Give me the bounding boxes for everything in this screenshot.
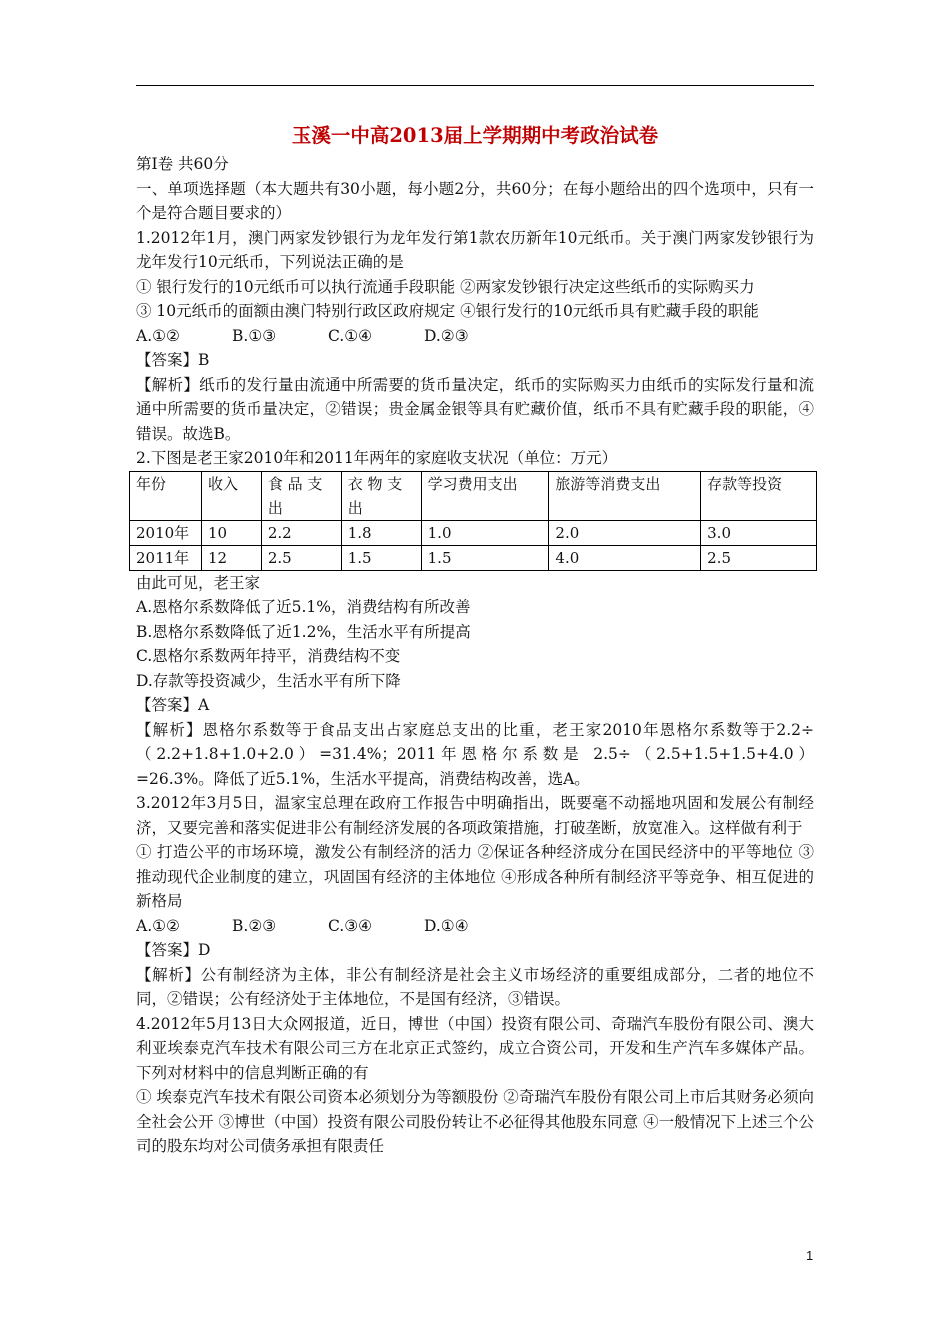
table-header-cell: 年份 (130, 471, 202, 520)
table-cell: 1.5 (421, 545, 549, 570)
q3-analysis: 【解析】公有制经济为主体，非公有制经济是社会主义市场经济的重要组成部分，二者的地位不同，②错误；公有经济处于主体地位，不是国有经济，③错误。 (136, 965, 814, 1008)
table-header-cell: 收入 (201, 471, 261, 520)
table-header-cell: 衣 物 支 出 (341, 471, 421, 520)
document-body (136, 120, 814, 1159)
q1-analysis: 【解析】纸币的发行量由流通中所需要的货币量决定，纸币的实际购买力由纸币的实际发行量和流通中所需要的货币量决定，②错误；贵金属金银等具有贮藏价值，纸币不具有贮藏手段的职能，④错误。故选B。 (136, 375, 814, 443)
table-row (130, 545, 817, 570)
q3-stem: 3.2012年3月5日，温家宝总理在政府工作报告中明确指出，既要毫不动摇地巩固和发展公有制经济，又要完善和落实促进非公有制经济发展的各项政策措施，打破垄断，放宽准入。这样做有利于 (136, 794, 814, 837)
q1-options (136, 324, 814, 349)
q2-option-c: C.恩格尔系数两年持平，消费结构不变 (136, 647, 401, 665)
q3-option-b: B.②③ (232, 916, 277, 935)
q3-statements: ① 打造公平的市场环境，激发公有制经济的活力 ②保证各种经济成分在国民经济中的平等地位 ③推动现代企业制度的建立，巩固国有经济的主体地位 ④形成各种所有制经济平等竞争、相互促进的新格局 (136, 843, 814, 910)
instructions: 一、单项选择题（本大题共有30小题，每小题2分，共60分；在每小题给出的四个选项中，只有一个是符合题目要求的） (136, 179, 814, 222)
table-cell: 1.5 (341, 545, 421, 570)
table-cell: 2.5 (261, 545, 341, 570)
q3-option-a: A.①② (136, 916, 180, 935)
section-heading: 第Ⅰ卷 共60分 (136, 155, 229, 173)
table-cell: 2.2 (261, 520, 341, 545)
q2-option-b: B.恩格尔系数降低了近1.2%，生活水平有所提高 (136, 622, 471, 641)
table-cell: 3.0 (701, 520, 817, 545)
income-table (129, 471, 817, 571)
q4-stem: 4.2012年5月13日大众网报道，近日，博世（中国）投资有限公司、奇瑞汽车股份有限公司、澳大利亚埃泰克汽车技术有限公司三方在北京正式签约，成立合资公司，开发和生产汽车多媒体产品。下列对材料中的信息判断正确的有 (136, 1014, 814, 1082)
table-cell: 12 (201, 545, 261, 570)
page-number: 1 (806, 1248, 814, 1263)
table-header-cell: 学习费用支出 (421, 471, 549, 520)
q4-statements: ① 埃泰克汽车技术有限公司资本必须划分为等额股份 ②奇瑞汽车股份有限公司上市后其财务必须向全社会公开 ③博世（中国）投资有限公司股份转让不必征得其他股东同意 ④一般情况下上述三个公司的股东均对公司债务承担有限责任 (136, 1088, 814, 1155)
table-cell: 10 (201, 520, 261, 545)
table-cell: 4.0 (549, 545, 701, 570)
q1-option-a: A.①② (136, 326, 180, 345)
table-cell: 2.5 (701, 545, 817, 570)
q2-option-a: A.恩格尔系数降低了近5.1%，消费结构有所改善 (136, 598, 471, 616)
q1-statements-1: ① 银行发行的10元纸币可以执行流通手段职能 ②两家发钞银行决定这些纸币的实际购买力 (136, 277, 755, 296)
q2-answer: 【答案】A (136, 696, 210, 714)
q1-answer: 【答案】B (136, 351, 210, 369)
q3-option-c: C.③④ (328, 916, 373, 935)
table-cell: 1.8 (341, 520, 421, 545)
table-header-cell: 旅游等消费支出 (549, 471, 701, 520)
table-header-cell: 食 品 支 出 (261, 471, 341, 520)
page-title: 玉溪一中高2013届上学期期中考政治试卷 (291, 124, 659, 147)
table-cell: 2011年 (130, 545, 202, 570)
q3-option-d: D.①④ (424, 916, 469, 935)
q3-answer: 【答案】D (136, 941, 211, 959)
q3-options (136, 914, 814, 939)
q2-stem: 2.下图是老王家2010年和2011年两年的家庭收支状况（单位：万元） (136, 449, 618, 467)
q1-stem: 1.2012年1月，澳门两家发钞银行为龙年发行第1款农历新年10元纸币。关于澳门两家发钞银行为龙年发行10元纸币，下列说法正确的是 (136, 228, 814, 271)
table-cell: 1.0 (421, 520, 549, 545)
header-rule (136, 85, 814, 86)
q2-analysis: 【解析】恩格尔系数等于食品支出占家庭总支出的比重，老王家2010年恩格尔系数等于2.2÷（2.2+1.8+1.0+2.0）=31.4%；2011年恩格尔系数是 2.5÷（2.5+1.5+1.5+4.0）=26.3%。降低了近5.1%，生活水平提高，消费结构改善，选A。 (136, 720, 814, 788)
q1-statements-2: ③ 10元纸币的面额由澳门特别行政区政府规定 ④银行发行的10元纸币具有贮藏手段的职能 (136, 302, 759, 320)
table-header-row (130, 471, 817, 520)
q1-option-b: B.①③ (232, 326, 277, 345)
table-cell: 2010年 (130, 520, 202, 545)
table-header-cell: 存款等投资 (701, 471, 817, 520)
q1-option-d: D.②③ (424, 326, 469, 345)
q2-option-d: D.存款等投资减少，生活水平有所下降 (136, 671, 401, 690)
q2-lead: 由此可见，老王家 (136, 573, 261, 592)
table-cell: 2.0 (549, 520, 701, 545)
q1-option-c: C.①④ (328, 326, 373, 345)
table-row (130, 520, 817, 545)
